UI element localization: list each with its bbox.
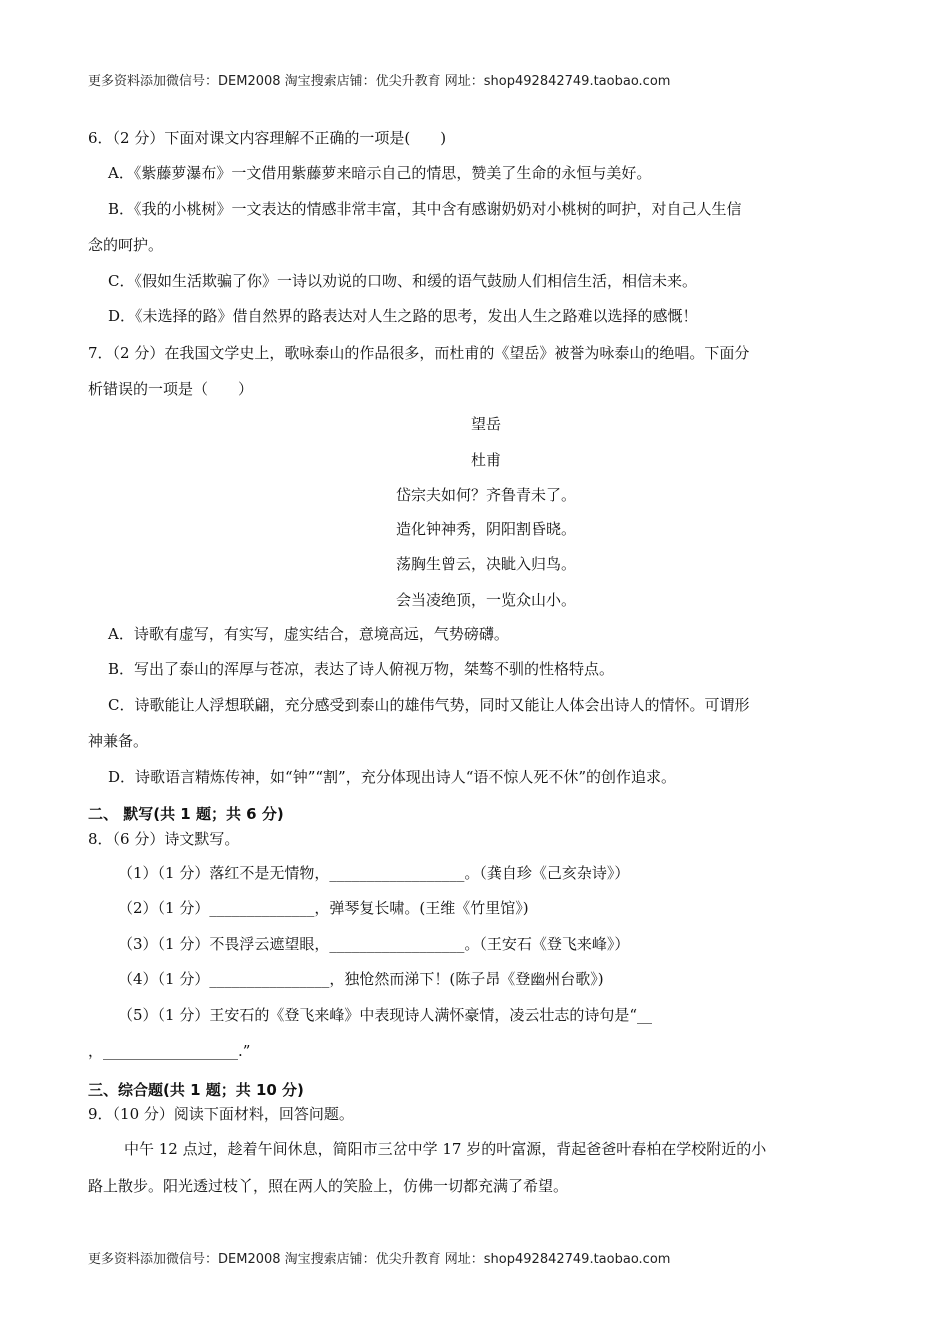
- question-8-item: （4）（1 分）________________，独怆然而涕下！(陈子昂《登幽州台歌》): [118, 970, 604, 988]
- page-footer: 更多资料添加微信号：DEM2008 淘宝搜索店铺：优尖升教育 网址：shop492842749.taobao.com: [88, 1252, 671, 1267]
- question-6-option-d: D．《未选择的路》借自然界的路表达对人生之路的思考，发出人生之路难以选择的感慨！: [108, 307, 698, 325]
- question-7-option-d: D．诗歌语言精炼传神，如“钟”“割”，充分体现出诗人“语不惊人死不休”的创作追求。: [108, 768, 677, 786]
- page-header: 更多资料添加微信号：DEM2008 淘宝搜索店铺：优尖升教育 网址：shop492842749.taobao.com: [88, 74, 671, 89]
- poem-title: 望岳: [470, 415, 501, 433]
- section-heading: 三、综合题(共 1 题；共 10 分): [88, 1081, 304, 1099]
- section-heading: 二、 默写(共 1 题；共 6 分): [88, 805, 284, 823]
- question-8-stem: 8．（6 分）诗文默写。: [88, 830, 240, 848]
- question-7-option-c: C．诗歌能让人浮想联翩，充分感受到泰山的雄伟气势，同时又能让人体会出诗人的情怀。可谓形: [108, 696, 750, 714]
- question-6-option-b-cont: 念的呵护。: [88, 236, 164, 254]
- question-8-item: （3）（1 分）不畏浮云遮望眼，__________________。（王安石《登飞来峰》）: [118, 935, 630, 953]
- question-8-item: （1）（1 分）落红不是无情物，__________________。（龚自珍《己亥杂诗》）: [118, 864, 630, 882]
- question-7-stem: 7．（2 分）在我国文学史上，歌咏泰山的作品很多，而杜甫的《望岳》被誉为咏泰山的绝唱。下面分: [88, 344, 750, 362]
- question-6-option-a: A．《紫藤萝瀑布》一文借用紫藤萝来暗示自己的情思，赞美了生命的永恒与美好。: [108, 164, 652, 182]
- question-6-option-b: B．《我的小桃树》一文表达的情感非常丰富，其中含有感谢奶奶对小桃树的呵护，对自己人生信: [108, 200, 742, 218]
- poem-line: 岱宗夫如何？齐鲁青未了。: [395, 486, 576, 504]
- question-7-option-a: A．诗歌有虚写，有实写，虚实结合，意境高远，气势磅礴。: [108, 625, 509, 643]
- question-8-item: （2）（1 分）______________，弹琴复长啸。(王维《竹里馆》): [118, 899, 529, 917]
- question-7-stem-cont: 析错误的一项是（ ）: [88, 380, 254, 398]
- passage-paragraph: 中午 12 点过，趁着午间休息，简阳市三岔中学 17 岁的叶富源，背起爸爸叶春柏在学校附近的小: [124, 1140, 767, 1158]
- poem-line: 会当凌绝顶，一览众山小。: [395, 591, 576, 609]
- poem-line: 荡胸生曾云，决眦入归鸟。: [395, 555, 576, 573]
- question-9-stem: 9．（10 分）阅读下面材料，回答问题。: [88, 1105, 354, 1123]
- passage-paragraph-cont: 路上散步。阳光透过枝丫，照在两人的笑脸上，仿佛一切都充满了希望。: [88, 1177, 569, 1195]
- question-7-option-b: B．写出了泰山的浑厚与苍凉，表达了诗人俯视万物，桀骜不驯的性格特点。: [108, 660, 615, 678]
- question-6-option-c: C．《假如生活欺骗了你》一诗以劝说的口吻、和缓的语气鼓励人们相信生活，相信未来。: [108, 272, 697, 290]
- question-6-stem: 6．（2 分）下面对课文内容理解不正确的一项是( ): [88, 129, 447, 147]
- poem-author: 杜甫: [470, 451, 501, 469]
- question-8-item-cont: ，__________________.”: [88, 1042, 251, 1060]
- question-8-item: （5）（1 分）王安石的《登飞来峰》中表现诗人满怀豪情，凌云壮志的诗句是“__: [118, 1006, 653, 1024]
- question-7-option-c-cont: 神兼备。: [88, 732, 149, 750]
- poem-line: 造化钟神秀，阴阳割昏晓。: [395, 520, 576, 538]
